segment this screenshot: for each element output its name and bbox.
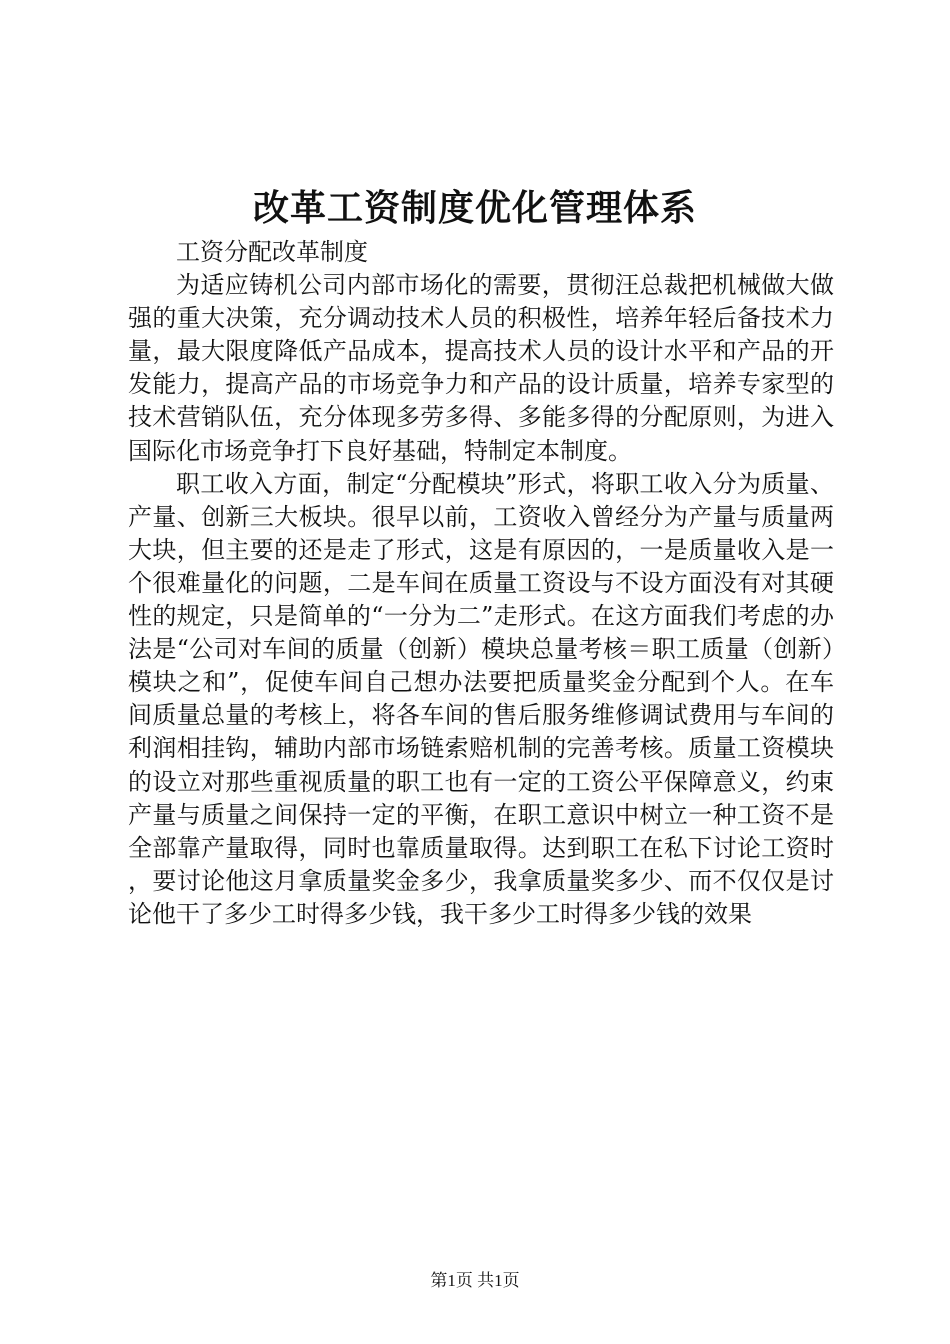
paragraph-income: 职工收入方面，制定“分配模块”形式，将职工收入分为质量、产量、创新三大板块。很早以前，工资收入曾经分为产量与质量两大块，但主要的还是走了形式，这是有原因的，一是质量收入是一个很难量化的问题，二是车间在质量工资设与不设方面没有对其硬性的规定，只是简单的“一分为二”走形式。在这方面我们考虑的办法是“公司对车间的质量（创新）模块总量考核＝职工质量（创新）模块之和”，促使车间自己想办法要把质量奖金分配到个人。在车间质量总量的考核上，将各车间的售后服务维修调试费用与车间的利润相挂钩，辅助内部市场链索赔机制的完善考核。质量工资模块的设立对那些重视质量的职工也有一定的工资公平保障意义，约束产量与质量之间保持一定的平衡，在职工意识中树立一种工资不是全部靠产量取得，同时也靠质量取得。达到职工在私下讨论工资时，要讨论他这月拿质量奖金多少，我拿质量奖多少、而不仅仅是讨论他干了多少工时得多少钱，我干多少工时得多少钱的效果 <box>128 469 834 928</box>
document-title: 改革工资制度优化管理体系 <box>252 187 697 229</box>
paragraph-purpose: 为适应铸机公司内部市场化的需要，贯彻汪总裁把机械做大做强的重大决策，充分调动技术人员的积极性，培养年轻后备技术力量，最大限度降低产品成本，提高技术人员的设计水平和产品的开发能力，提高产品的市场竞争力和产品的设计质量，培养专家型的技术营销队伍，充分体现多劳多得、多能多得的分配原则，为进入国际化市场竞争打下良好基础，特制定本制度。 <box>128 271 834 465</box>
page-number-footer: 第1页 共1页 <box>430 1271 520 1290</box>
paragraph-subtitle: 工资分配改革制度 <box>176 238 368 266</box>
document-body <box>128 236 834 931</box>
